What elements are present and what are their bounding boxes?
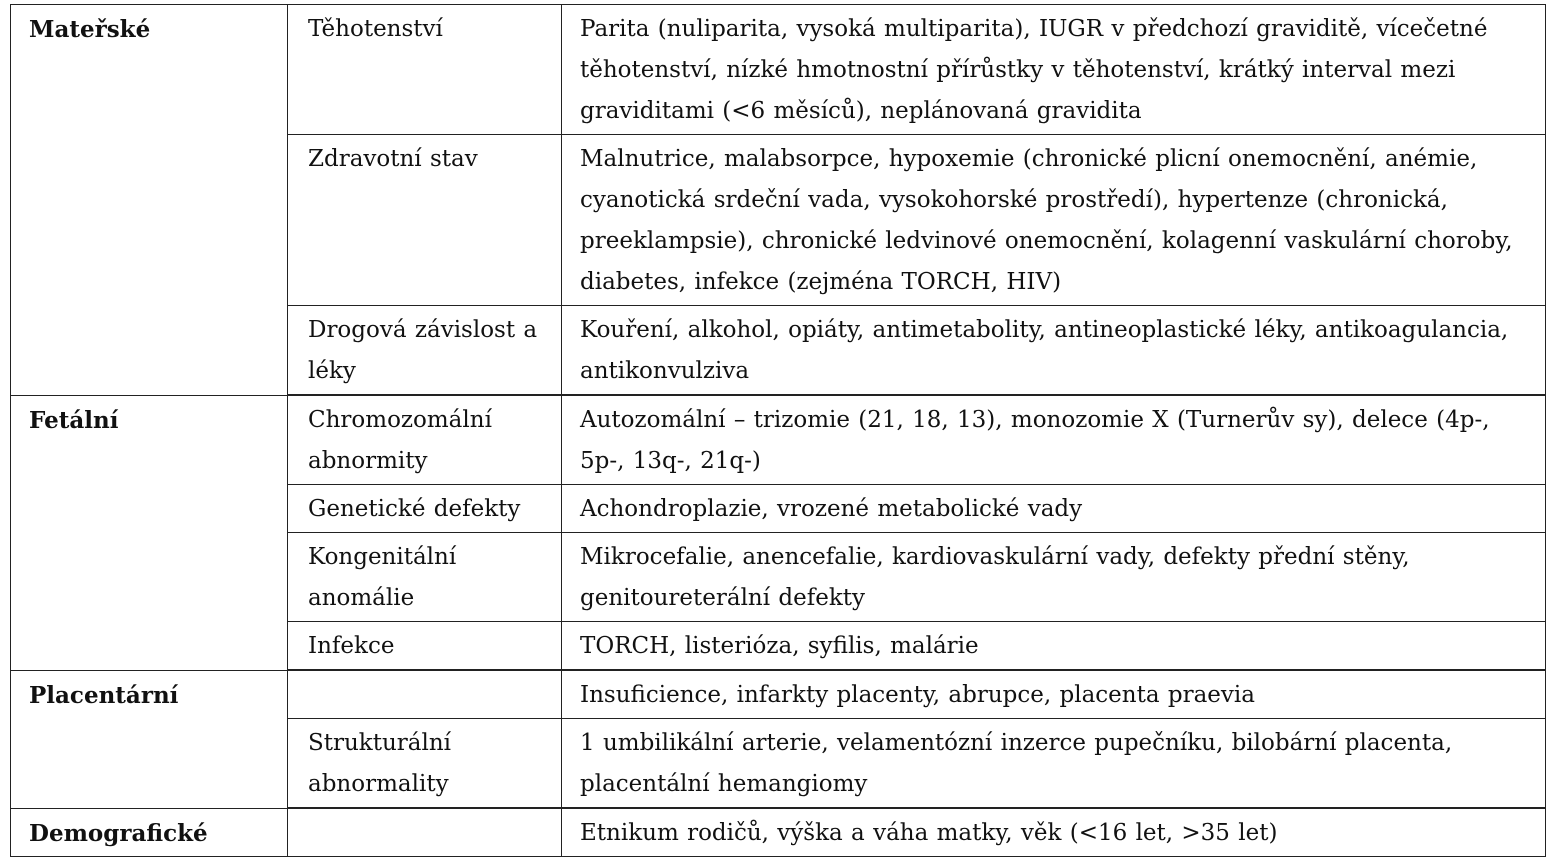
category-cell: Demografické xyxy=(11,808,288,857)
table-row xyxy=(11,5,1546,135)
description-cell: Autozomální – trizomie (21, 18, 13), monozomie X (Turnerův sy), delece (4p-, 5p-, 13q-, 21q-) xyxy=(562,395,1546,485)
category-cell: Placentární xyxy=(11,670,288,719)
category-cell xyxy=(11,306,288,396)
risk-factors-table xyxy=(10,4,1546,857)
description-cell: Kouření, alkohol, opiáty, antimetabolity, antineoplastické léky, antikoagulancia, antikonvulziva xyxy=(562,306,1546,396)
table-row xyxy=(11,135,1546,306)
description-cell: Parita (nuliparita, vysoká multiparita), IUGR v předchozí graviditě, vícečetné těhotenství, nízké hmotnostní přírůstky v těhotenství, krátký interval mezi graviditami (<6 měsíců), neplánovaná gravidita xyxy=(562,5,1546,135)
table-row xyxy=(11,395,1546,485)
category-cell: Fetální xyxy=(11,395,288,485)
subcategory-cell: Drogová závislost a léky xyxy=(288,306,562,396)
subcategory-cell: Infekce xyxy=(288,622,562,671)
table-row xyxy=(11,622,1546,671)
table-row xyxy=(11,485,1546,533)
description-cell: Insuficience, infarkty placenty, abrupce, placenta praevia xyxy=(562,670,1546,719)
subcategory-cell: Strukturální abnormality xyxy=(288,719,562,809)
description-cell: 1 umbilikální arterie, velamentózní inzerce pupečníku, bilobární placenta, placentální hemangiomy xyxy=(562,719,1546,809)
table-row xyxy=(11,306,1546,396)
table-row xyxy=(11,808,1546,857)
subcategory-cell: Kongenitální anomálie xyxy=(288,533,562,622)
description-cell: Mikrocefalie, anencefalie, kardiovaskulární vady, defekty přední stěny, genitoureterální defekty xyxy=(562,533,1546,622)
subcategory-cell: Chromozomální abnormity xyxy=(288,395,562,485)
subcategory-cell: Genetické defekty xyxy=(288,485,562,533)
table-row xyxy=(11,670,1546,719)
subcategory-cell xyxy=(288,808,562,857)
description-cell: TORCH, listerióza, syfilis, malárie xyxy=(562,622,1546,671)
description-cell: Achondroplazie, vrozené metabolické vady xyxy=(562,485,1546,533)
category-cell: Mateřské xyxy=(11,5,288,135)
category-cell xyxy=(11,135,288,306)
category-cell xyxy=(11,485,288,533)
description-cell: Etnikum rodičů, výška a váha matky, věk (<16 let, >35 let) xyxy=(562,808,1546,857)
subcategory-cell: Těhotenství xyxy=(288,5,562,135)
table-row xyxy=(11,533,1546,622)
subcategory-cell xyxy=(288,670,562,719)
category-cell xyxy=(11,622,288,671)
subcategory-cell: Zdravotní stav xyxy=(288,135,562,306)
table-row xyxy=(11,719,1546,809)
category-cell xyxy=(11,719,288,809)
category-cell xyxy=(11,533,288,622)
description-cell: Malnutrice, malabsorpce, hypoxemie (chronické plicní onemocnění, anémie, cyanotická srdeční vada, vysokohorské prostředí), hypertenze (chronická, preeklampsie), chronické ledvinové onemocnění, kolagenní vaskulární choroby, diabetes, infekce (zejména TORCH, HIV) xyxy=(562,135,1546,306)
